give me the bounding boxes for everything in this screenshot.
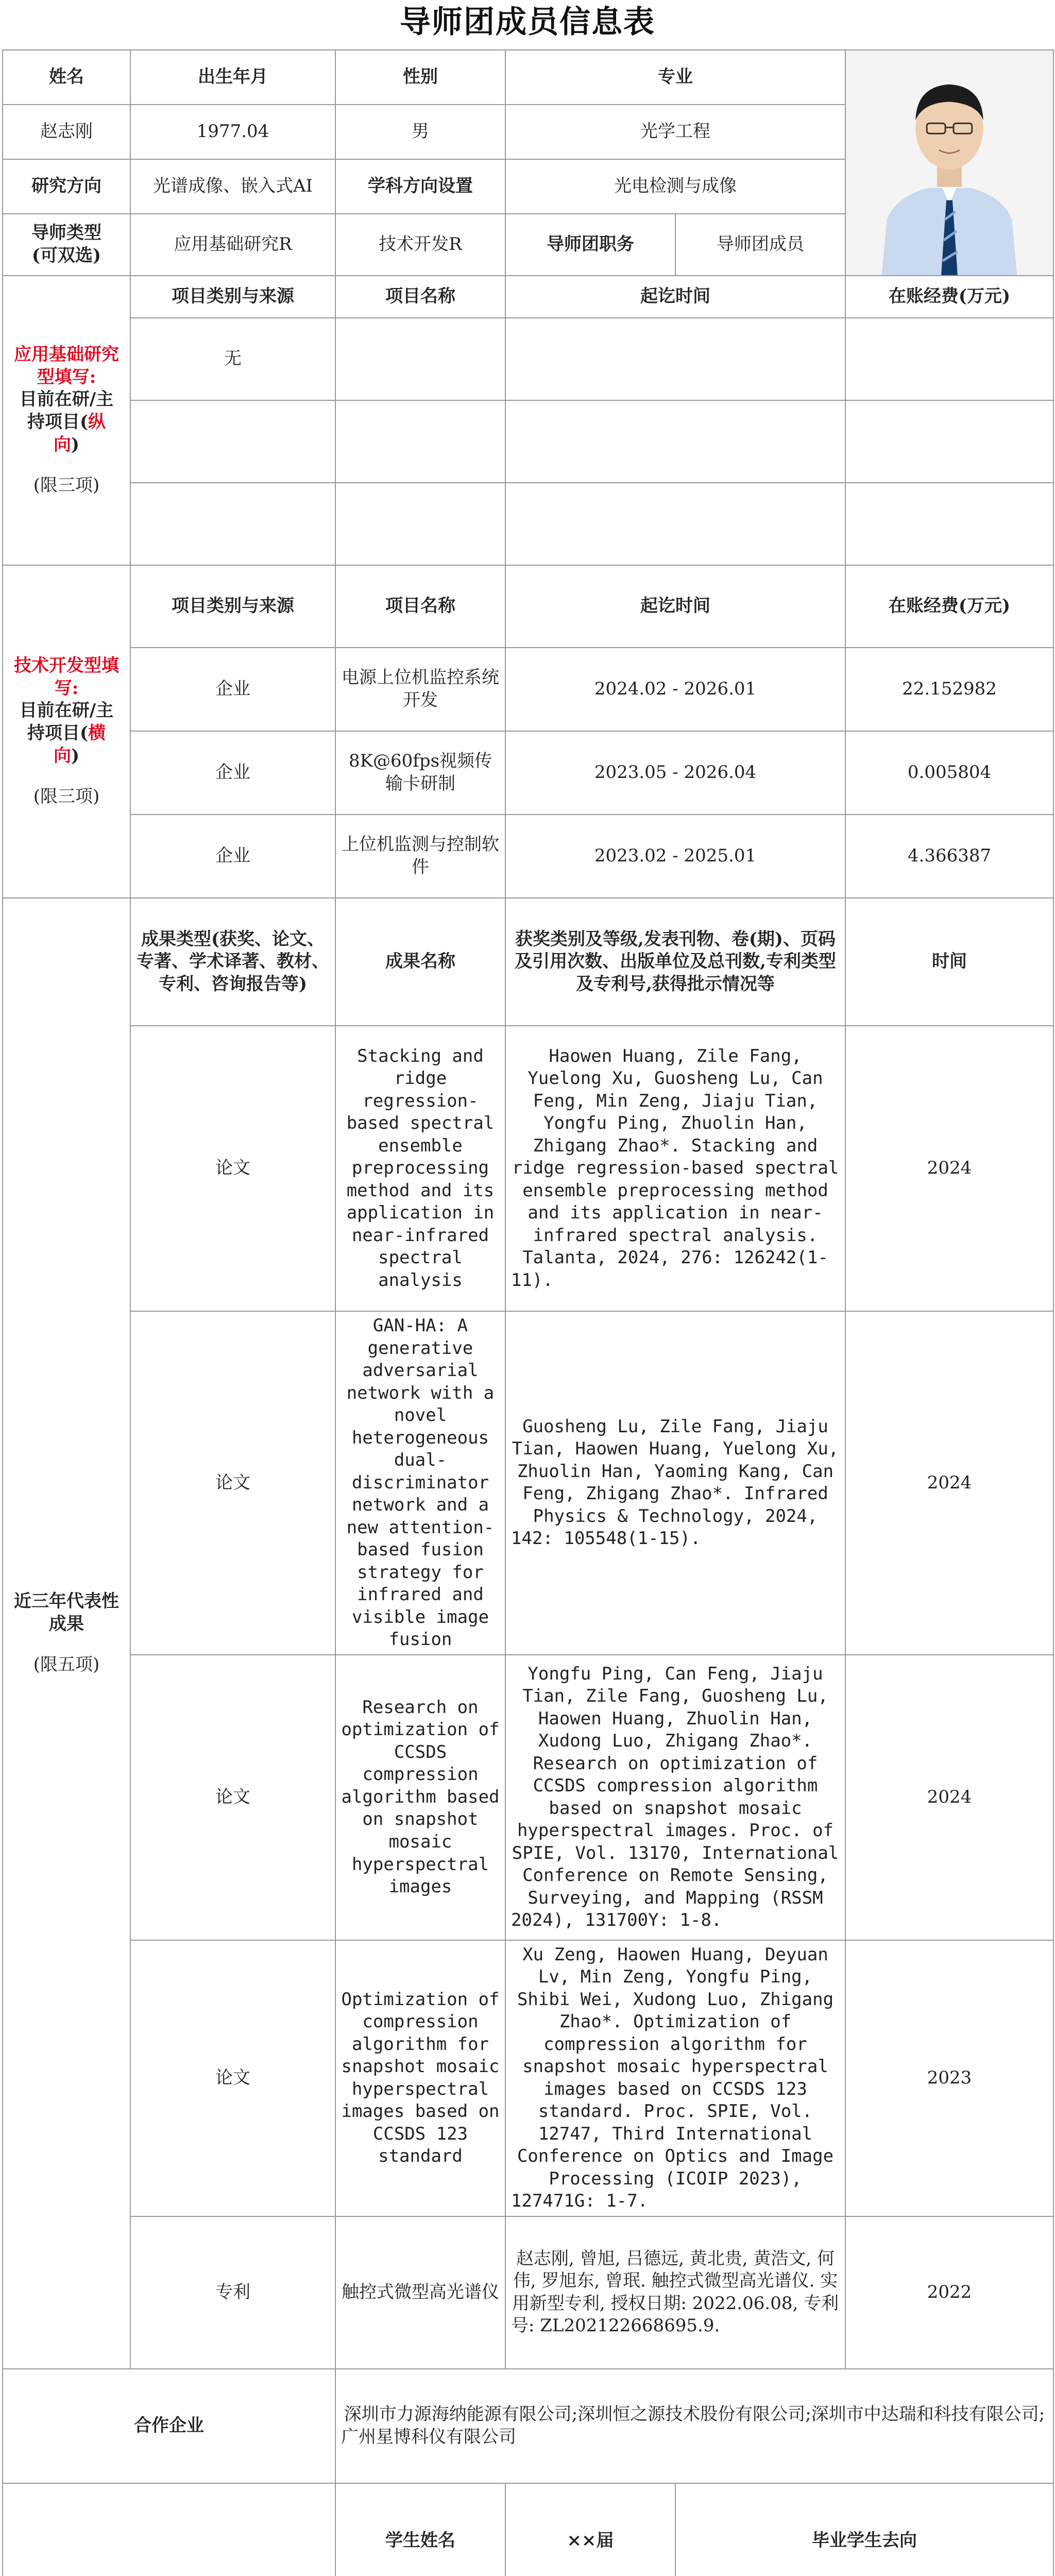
ach-row-title: GAN-HA: A generative adversarial network with a novel heterogeneous dual-discriminator network and a new attention-based fusion strategy for infrared and visible image fusion xyxy=(335,1311,505,1655)
tech-row-source: 企业 xyxy=(130,731,335,815)
advisor-type-b: 技术开发R xyxy=(335,214,505,276)
tech-row-period: 2023.02 - 2025.01 xyxy=(505,815,845,898)
profile-birth: 1977.04 xyxy=(130,105,335,159)
ach-row-type: 论文 xyxy=(130,1940,335,2216)
grad-header-destination: 毕业学生去向 xyxy=(675,2483,1053,2576)
tech-header-period: 起讫时间 xyxy=(505,565,845,648)
tech-dev-label: 技术开发型填 写: 目前在研/主 持项目(横 向) (限三项) xyxy=(3,565,130,898)
tech-row-period: 2023.05 - 2026.04 xyxy=(505,731,845,815)
graduates-label xyxy=(3,2483,335,2576)
ach-row-time: 2023 xyxy=(845,1940,1053,2216)
ach-row-detail: 赵志刚, 曾旭, 吕德远, 黄北贵, 黄浩文, 何伟, 罗旭东, 曾珉. 触控式微型高光谱仪. 实用新型专利, 授权日期: 2022.06.08, 专利号: ZL202122668695.9. xyxy=(505,2216,845,2369)
tech-row-name: 电源上位机监控系统开发 xyxy=(335,648,505,731)
info-table xyxy=(2,49,1054,2576)
basic-row-source xyxy=(130,483,335,565)
tech-row-name: 8K@60fps视频传输卡研制 xyxy=(335,731,505,815)
basic-row-name xyxy=(335,318,505,400)
profile-gender: 男 xyxy=(335,105,505,159)
ach-row-detail: Guosheng Lu, Zile Fang, Jiaju Tian, Haowen Huang, Yuelong Xu, Zhuolin Han, Yaoming Kang, Can Feng, Zhigang Zhao*. Infrared Physics & Technology, 2024, 142: 105548(1-15). xyxy=(505,1311,845,1655)
basic-row-source: 无 xyxy=(130,318,335,400)
tech-dev-limit: (限三项) xyxy=(33,786,100,807)
research-label: 研究方向 xyxy=(3,159,130,214)
ach-header-detail: 获奖类别及等级,发表刊物、卷(期)、页码及引用次数、出版单位及总刊数,专利类型及专利号,获得批示情况等 xyxy=(505,898,845,1026)
header-major: 专业 xyxy=(505,50,845,105)
ach-row-detail: Yongfu Ping, Can Feng, Jiaju Tian, Zile Fang, Guosheng Lu, Haowen Huang, Zhuolin Han, Xudong Luo, Zhigang Zhao*. Research on optimization of CCSDS compression algorithm based on snapshot mosaic hyperspectral images. Proc. of SPIE, Vol. 13170, International Conference on Remote Sensing, Surveying, and Mapping (RSSM 2024), 131700Y: 1-8. xyxy=(505,1655,845,1940)
header-name: 姓名 xyxy=(3,50,130,105)
basic-row-source xyxy=(130,400,335,483)
profile-name: 赵志刚 xyxy=(3,105,130,159)
document-title: 导师团成员信息表 xyxy=(400,4,655,40)
ach-row-title: Stacking and ridge regression-based spectral ensemble preprocessing method and its application in near-infrared spectral analysis xyxy=(335,1026,505,1311)
grad-header-name: 学生姓名 xyxy=(335,2483,505,2576)
basic-row-funds xyxy=(845,483,1053,565)
header-gender: 性别 xyxy=(335,50,505,105)
discipline-value: 光电检测与成像 xyxy=(505,159,845,214)
ach-row-time: 2024 xyxy=(845,1026,1053,1311)
basic-row-funds xyxy=(845,400,1053,483)
tech-row-funds: 0.005804 xyxy=(845,731,1053,815)
ach-header-time: 时间 xyxy=(845,898,1053,1026)
grad-header-year: ××届 xyxy=(505,2483,675,2576)
tech-header-name: 项目名称 xyxy=(335,565,505,648)
tech-header-source: 项目类别与来源 xyxy=(130,565,335,648)
ach-row-time: 2024 xyxy=(845,1655,1053,1940)
advisor-type-label-line1: 导师类型 xyxy=(31,223,101,244)
basic-row-funds xyxy=(845,318,1053,400)
ach-row-detail: Haowen Huang, Zile Fang, Yuelong Xu, Guosheng Lu, Can Feng, Min Zeng, Jiaju Tian, Yongfu Ping, Zhuolin Han, Zhigang Zhao*. Stacking and ridge regression-based spectral ensemble preprocessing method and its application in near-infrared spectral analysis. Talanta, 2024, 276: 126242(1-11). xyxy=(505,1026,845,1311)
ach-header-type: 成果类型(获奖、论文、专著、学术译著、教材、专利、咨询报告等) xyxy=(130,898,335,1026)
basic-header-funds: 在账经费(万元) xyxy=(845,276,1053,318)
basic-header-name: 项目名称 xyxy=(335,276,505,318)
ach-row-type: 论文 xyxy=(130,1026,335,1311)
tech-row-source: 企业 xyxy=(130,815,335,898)
tech-row-funds: 22.152982 xyxy=(845,648,1053,731)
ach-row-title: 触控式微型高光谱仪 xyxy=(335,2216,505,2369)
ach-row-title: Optimization of compression algorithm for snapshot mosaic hyperspectral images based on CCSDS 123 standard xyxy=(335,1940,505,2216)
basic-row-name xyxy=(335,483,505,565)
ach-row-type: 专利 xyxy=(130,2216,335,2369)
ach-row-detail: Xu Zeng, Haowen Huang, Deyuan Lv, Min Zeng, Yongfu Ping, Shibi Wei, Xudong Luo, Zhigang Zhao*. Optimization of compression algorithm for snapshot mosaic hyperspectral images based on CCSDS 123 standard. Proc. SPIE, Vol. 12747, Third International Conference on Optics and Image Processing (ICOIP 2023), 127471G: 1-7. xyxy=(505,1940,845,2216)
tech-row-name: 上位机监测与控制软件 xyxy=(335,815,505,898)
portrait-photo xyxy=(845,50,1053,276)
discipline-label: 学科方向设置 xyxy=(335,159,505,214)
partners-label: 合作企业 xyxy=(3,2369,335,2483)
basic-header-source: 项目类别与来源 xyxy=(130,276,335,318)
profile-major: 光学工程 xyxy=(505,105,845,159)
basic-row-period xyxy=(505,400,845,483)
ach-row-type: 论文 xyxy=(130,1655,335,1940)
tech-row-source: 企业 xyxy=(130,648,335,731)
basic-research-limit: (限三项) xyxy=(33,475,100,496)
advisor-type-label xyxy=(3,214,130,276)
ach-row-type: 论文 xyxy=(130,1311,335,1655)
ach-row-title: Research on optimization of CCSDS compression algorithm based on snapshot mosaic hyperspectral images xyxy=(335,1655,505,1940)
basic-header-period: 起讫时间 xyxy=(505,276,845,318)
role-label: 导师团职务 xyxy=(505,214,675,276)
basic-research-label: 应用基础研究 型填写: 目前在研/主 持项目(纵 向) (限三项) xyxy=(3,276,130,565)
achievements-label: 近三年代表性 成果 (限五项) xyxy=(3,898,130,2369)
partners-value: 深圳市力源海纳能源有限公司;深圳恒之源技术股份有限公司;深圳市中达瑞和科技有限公司;广州星博科仪有限公司 xyxy=(335,2369,1053,2483)
basic-row-period xyxy=(505,483,845,565)
tech-header-funds: 在账经费(万元) xyxy=(845,565,1053,648)
portrait-photo-icon xyxy=(846,50,1053,275)
advisor-type-label-line2: (可双选) xyxy=(31,245,101,266)
basic-row-name xyxy=(335,400,505,483)
ach-row-time: 2024 xyxy=(845,1311,1053,1655)
header-birth: 出生年月 xyxy=(130,50,335,105)
achievements-limit: (限五项) xyxy=(33,1654,100,1675)
tech-row-funds: 4.366387 xyxy=(845,815,1053,898)
ach-row-time: 2022 xyxy=(845,2216,1053,2369)
ach-header-name: 成果名称 xyxy=(335,898,505,1026)
role-value: 导师团成员 xyxy=(675,214,845,276)
basic-row-period xyxy=(505,318,845,400)
tech-row-period: 2024.02 - 2026.01 xyxy=(505,648,845,731)
advisor-type-a: 应用基础研究R xyxy=(130,214,335,276)
research-value: 光谱成像、嵌入式AI xyxy=(130,159,335,214)
